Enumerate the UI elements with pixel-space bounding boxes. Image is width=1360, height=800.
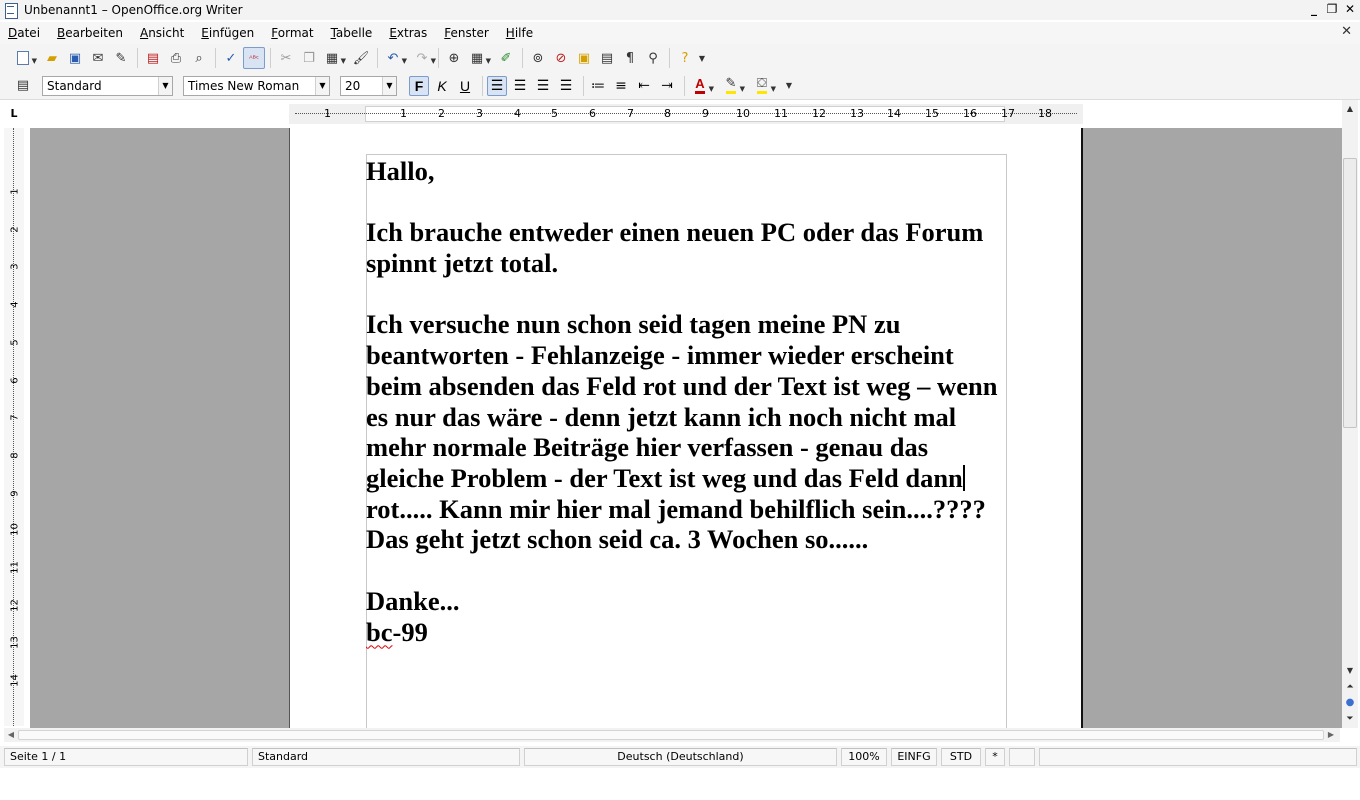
menu-bearbeiten[interactable]: Bearbeiten [57,26,123,40]
undo-icon: ↶ [387,50,399,66]
justify-icon: ☰ [559,77,573,94]
close-document-icon[interactable]: ✕ [1341,24,1352,39]
writer-app-icon [4,3,18,18]
clipboard-icon: ▦ [325,50,339,66]
toolbar-overflow-button[interactable] [784,75,794,97]
pdf-icon: ▤ [146,50,160,66]
edit-file-button[interactable] [110,47,132,69]
font-color-button[interactable] [689,75,714,97]
font-size-combo[interactable] [340,76,397,96]
minimize-button[interactable]: _ [1311,2,1317,16]
document-text[interactable] [366,156,1011,647]
copy-button[interactable] [298,47,320,69]
save-icon: ▣ [68,50,82,66]
separator [684,76,685,96]
chevron-down-icon: ▼ [31,57,37,65]
ruler-number: 12 [9,599,21,612]
paragraph: Ich versuche nun schon seid tagen meine PN zu [366,309,901,340]
ruler-number: 14 [887,107,901,120]
help-button[interactable] [674,47,696,69]
paragraph: spinnt jetzt total. [366,248,559,279]
separator [522,48,523,68]
chevron-down-icon: ▼ [485,57,491,65]
ruler-number: 15 [925,107,939,120]
spellcheck-button[interactable] [220,47,242,69]
align-right-icon: ☰ [536,77,550,94]
toolbar-overflow-button[interactable] [697,47,707,69]
ruler-ticks [295,113,1077,115]
paragraph-text: gleiche Problem - der Text ist weg und das Feld dann [366,463,963,493]
menu-einfuegen[interactable]: Einfügen [201,26,255,40]
tab-stop-selector[interactable]: L [10,107,18,120]
menu-ansicht[interactable]: Ansicht [139,26,185,40]
menu-extras[interactable]: Extras [389,26,428,40]
ruler-number: 17 [1001,107,1015,120]
auto-spellcheck-icon: ᴬᴮᶜ [249,53,259,63]
chevron-down-icon: ▼ [340,57,346,65]
ruler-number: 1 [9,188,21,195]
undo-button[interactable] [382,47,407,69]
draw-functions-button[interactable] [495,47,517,69]
zoom-button[interactable] [642,47,664,69]
paragraph: Ich brauche entweder einen neuen PC oder das Forum [366,217,984,248]
align-center-button[interactable] [510,76,530,96]
redo-button[interactable] [411,47,436,69]
email-button[interactable] [87,47,109,69]
background-color-button[interactable] [751,75,776,97]
ruler-number: 4 [514,107,521,120]
new-document-button[interactable] [12,47,37,69]
new-document-icon [17,51,29,65]
font-name-value: Times New Roman [188,78,300,93]
status-bar [0,746,1360,768]
ruler-number: 13 [9,636,21,649]
close-window-button[interactable]: ✕ [1344,2,1356,16]
edit-file-icon: ✎ [115,50,127,66]
ruler-number: 9 [9,490,21,497]
selection-mode-indicator[interactable]: STD [941,748,981,766]
separator [669,48,670,68]
ruler-number: 11 [9,561,21,574]
printer-icon: ⎙ [170,50,182,66]
font-color-icon: A [695,77,704,94]
binoculars-icon: ⊚ [532,50,544,66]
hyperlink-button[interactable] [443,47,465,69]
paragraph: beim absenden das Feld rot und der Text ist weg – wenn [366,370,998,401]
signature-paragraph [366,617,1011,648]
font-size-value: 20 [345,78,361,93]
decrease-indent-button[interactable] [634,76,654,96]
ruler-number: 6 [9,377,21,384]
open-folder-icon: ▰ [47,50,57,66]
save-button[interactable] [64,47,86,69]
increase-indent-button[interactable] [657,76,677,96]
document-modified-indicator: * [985,748,1005,766]
formatting-marks-button[interactable] [619,47,641,69]
empty-paragraph [366,279,1011,310]
paragraph: beantworten - Fehlanzeige - immer wieder erscheint [366,340,954,371]
digital-signature-indicator[interactable] [1009,748,1035,766]
vertical-scrollbar[interactable] [1342,100,1358,728]
bold-button[interactable]: F [409,76,429,96]
open-button[interactable] [41,47,63,69]
navigation-icon[interactable]: ● [1345,697,1355,708]
styles-formatting-button[interactable] [12,75,34,97]
ruler-number: 13 [850,107,864,120]
redo-icon: ↷ [416,50,428,66]
window-title: Unbenannt1 – OpenOffice.org Writer [24,3,243,17]
separator [215,48,216,68]
paragraph-with-cursor [366,463,1011,494]
separator [270,48,271,68]
print-button[interactable] [165,47,187,69]
menu-datei[interactable]: Datei [8,26,41,40]
chevron-down-icon: ▼ [785,81,793,90]
align-left-button[interactable] [487,76,507,96]
text-cursor [963,465,965,491]
menu-bar [0,22,1360,44]
ruler-number: 7 [627,107,634,120]
ruler-number: 2 [9,226,21,233]
menu-tabelle[interactable]: Tabelle [330,26,373,40]
empty-paragraph [366,555,1011,586]
justify-button[interactable] [556,76,576,96]
paragraph: Hallo, [366,156,435,186]
object-info-indicator [1039,748,1357,766]
vertical-ruler[interactable] [4,128,24,726]
ruler-number: 4 [9,301,21,308]
signature-rest: -99 [392,616,428,647]
page-style-indicator[interactable]: Standard [252,748,520,766]
table-icon: ▦ [470,50,484,66]
numbering-button[interactable] [588,76,608,96]
chevron-down-icon: ▼ [770,84,776,93]
formatting-toolbar [0,72,1360,100]
chevron-down-icon[interactable]: ▼ [382,77,396,95]
find-replace-button[interactable] [527,47,549,69]
table-button[interactable] [466,47,491,69]
paste-button[interactable] [321,47,346,69]
navigator-button[interactable] [550,47,572,69]
menu-fenster[interactable]: Fenster [444,26,489,40]
chevron-down-icon: ▼ [708,84,714,93]
spellcheck-icon: ✓ [225,50,237,66]
scrollbar-track[interactable] [18,730,1324,740]
export-pdf-button[interactable] [142,47,164,69]
paint-bucket-icon: ⛋ [757,77,767,94]
copy-icon: ❐ [303,50,315,66]
previous-page-icon[interactable]: ⏶ [1346,682,1354,692]
align-left-icon: ☰ [490,77,504,94]
separator [137,48,138,68]
ruler-number: 7 [9,414,21,421]
separator [583,76,584,96]
ruler-number: 16 [963,107,977,120]
page-preview-icon: ⌕ [195,50,203,66]
ruler-number: 1 [400,107,407,120]
document-area [30,128,1342,728]
horizontal-ruler[interactable] [289,104,1083,124]
data-sources-icon: ▤ [600,50,614,66]
pilcrow-icon: ¶ [625,50,635,66]
bullet-list-icon: ≡ [615,77,627,94]
standard-toolbar [0,44,1360,72]
ruler-number: 3 [9,263,21,270]
separator [482,76,483,96]
hyperlink-icon: ⊕ [448,50,460,66]
chevron-down-icon: ▼ [698,53,706,63]
ruler-number: 6 [589,107,596,120]
cut-button[interactable] [275,47,297,69]
horizontal-scrollbar[interactable] [4,728,1340,742]
menu-hilfe[interactable]: Hilfe [505,26,534,40]
gallery-button[interactable] [573,47,595,69]
insert-mode-indicator[interactable]: EINFG [891,748,937,766]
ruler-number: 2 [438,107,445,120]
paragraph-style-value: Standard [47,78,102,93]
paragraph-style-combo[interactable] [42,76,173,96]
scroll-right-icon[interactable]: ▶ [1327,730,1335,739]
menu-format[interactable]: Format [271,26,314,40]
paintbrush-icon: 🖌 [352,50,370,66]
ruler-number: 14 [9,674,21,687]
ruler-number: 8 [9,452,21,459]
help-icon: ? [681,50,689,66]
document-page[interactable] [289,128,1083,728]
page-indicator[interactable]: Seite 1 / 1 [4,748,248,766]
chevron-down-icon: ▼ [739,84,745,93]
scrollbar-thumb[interactable] [1343,158,1357,428]
ruler-number: 18 [1038,107,1052,120]
chevron-down-icon[interactable]: ▼ [315,77,329,95]
scroll-left-icon[interactable]: ◀ [7,730,15,739]
scroll-down-icon[interactable]: ▼ [1346,666,1354,675]
compass-icon: ⊘ [555,50,567,66]
separator [438,48,439,68]
chevron-down-icon: ▼ [430,57,436,65]
format-paintbrush-button[interactable] [350,47,372,69]
paragraph: mehr normale Beiträge hier verfassen - genau das [366,432,929,463]
next-page-icon[interactable]: ⏷ [1346,714,1354,724]
magnifier-icon: ⚲ [648,50,658,66]
ruler-number: 12 [812,107,826,120]
zoom-indicator[interactable]: 100% [841,748,887,766]
scroll-up-icon[interactable]: ▲ [1346,104,1354,113]
envelope-icon: ✉ [92,50,104,66]
separator [377,48,378,68]
numbered-list-icon: ≔ [590,77,606,94]
ruler-number: 5 [551,107,558,120]
italic-button[interactable]: K [437,77,447,94]
paragraph: Das geht jetzt schon seid ca. 3 Wochen so...... [366,524,869,555]
bullets-button[interactable] [611,76,631,96]
language-indicator[interactable]: Deutsch (Deutschland) [524,748,837,766]
page-preview-button[interactable] [188,47,210,69]
decrease-indent-icon: ⇤ [638,77,650,94]
paragraph: Danke... [366,585,460,616]
misspelled-word[interactable]: bc [366,616,393,647]
ruler-number: 8 [664,107,671,120]
align-center-icon: ☰ [513,77,527,94]
ruler-number: 5 [9,339,21,346]
underline-button[interactable]: U [459,77,471,94]
scissors-icon: ✂ [280,50,292,66]
paragraph: rot..... Kann mir hier mal jemand behilflich sein....???? [366,493,986,524]
font-name-combo[interactable] [183,76,330,96]
ruler-number: 11 [774,107,788,120]
highlighter-icon: ✎ [726,77,737,94]
ruler-number: 3 [476,107,483,120]
ruler-number: 9 [702,107,709,120]
chevron-down-icon[interactable]: ▼ [158,77,172,95]
highlighting-button[interactable] [720,75,745,97]
auto-spellcheck-button[interactable] [243,47,265,69]
increase-indent-icon: ⇥ [661,77,673,94]
paragraph: es nur das wäre - denn jetzt kann ich noch nicht mal [366,401,957,432]
gallery-icon: ▣ [577,50,591,66]
styles-icon: ▤ [16,78,30,93]
chevron-down-icon: ▼ [401,57,407,65]
ruler-number: 1 [324,107,331,120]
ruler-number: 10 [736,107,750,120]
restore-button[interactable]: ❐ [1326,2,1338,16]
title-bar [0,0,1360,20]
ruler-number: 10 [9,523,21,536]
align-right-button[interactable] [533,76,553,96]
data-sources-button[interactable] [596,47,618,69]
window-controls [1308,2,1356,16]
empty-paragraph [366,187,1011,218]
draw-icon: ✐ [500,50,512,66]
